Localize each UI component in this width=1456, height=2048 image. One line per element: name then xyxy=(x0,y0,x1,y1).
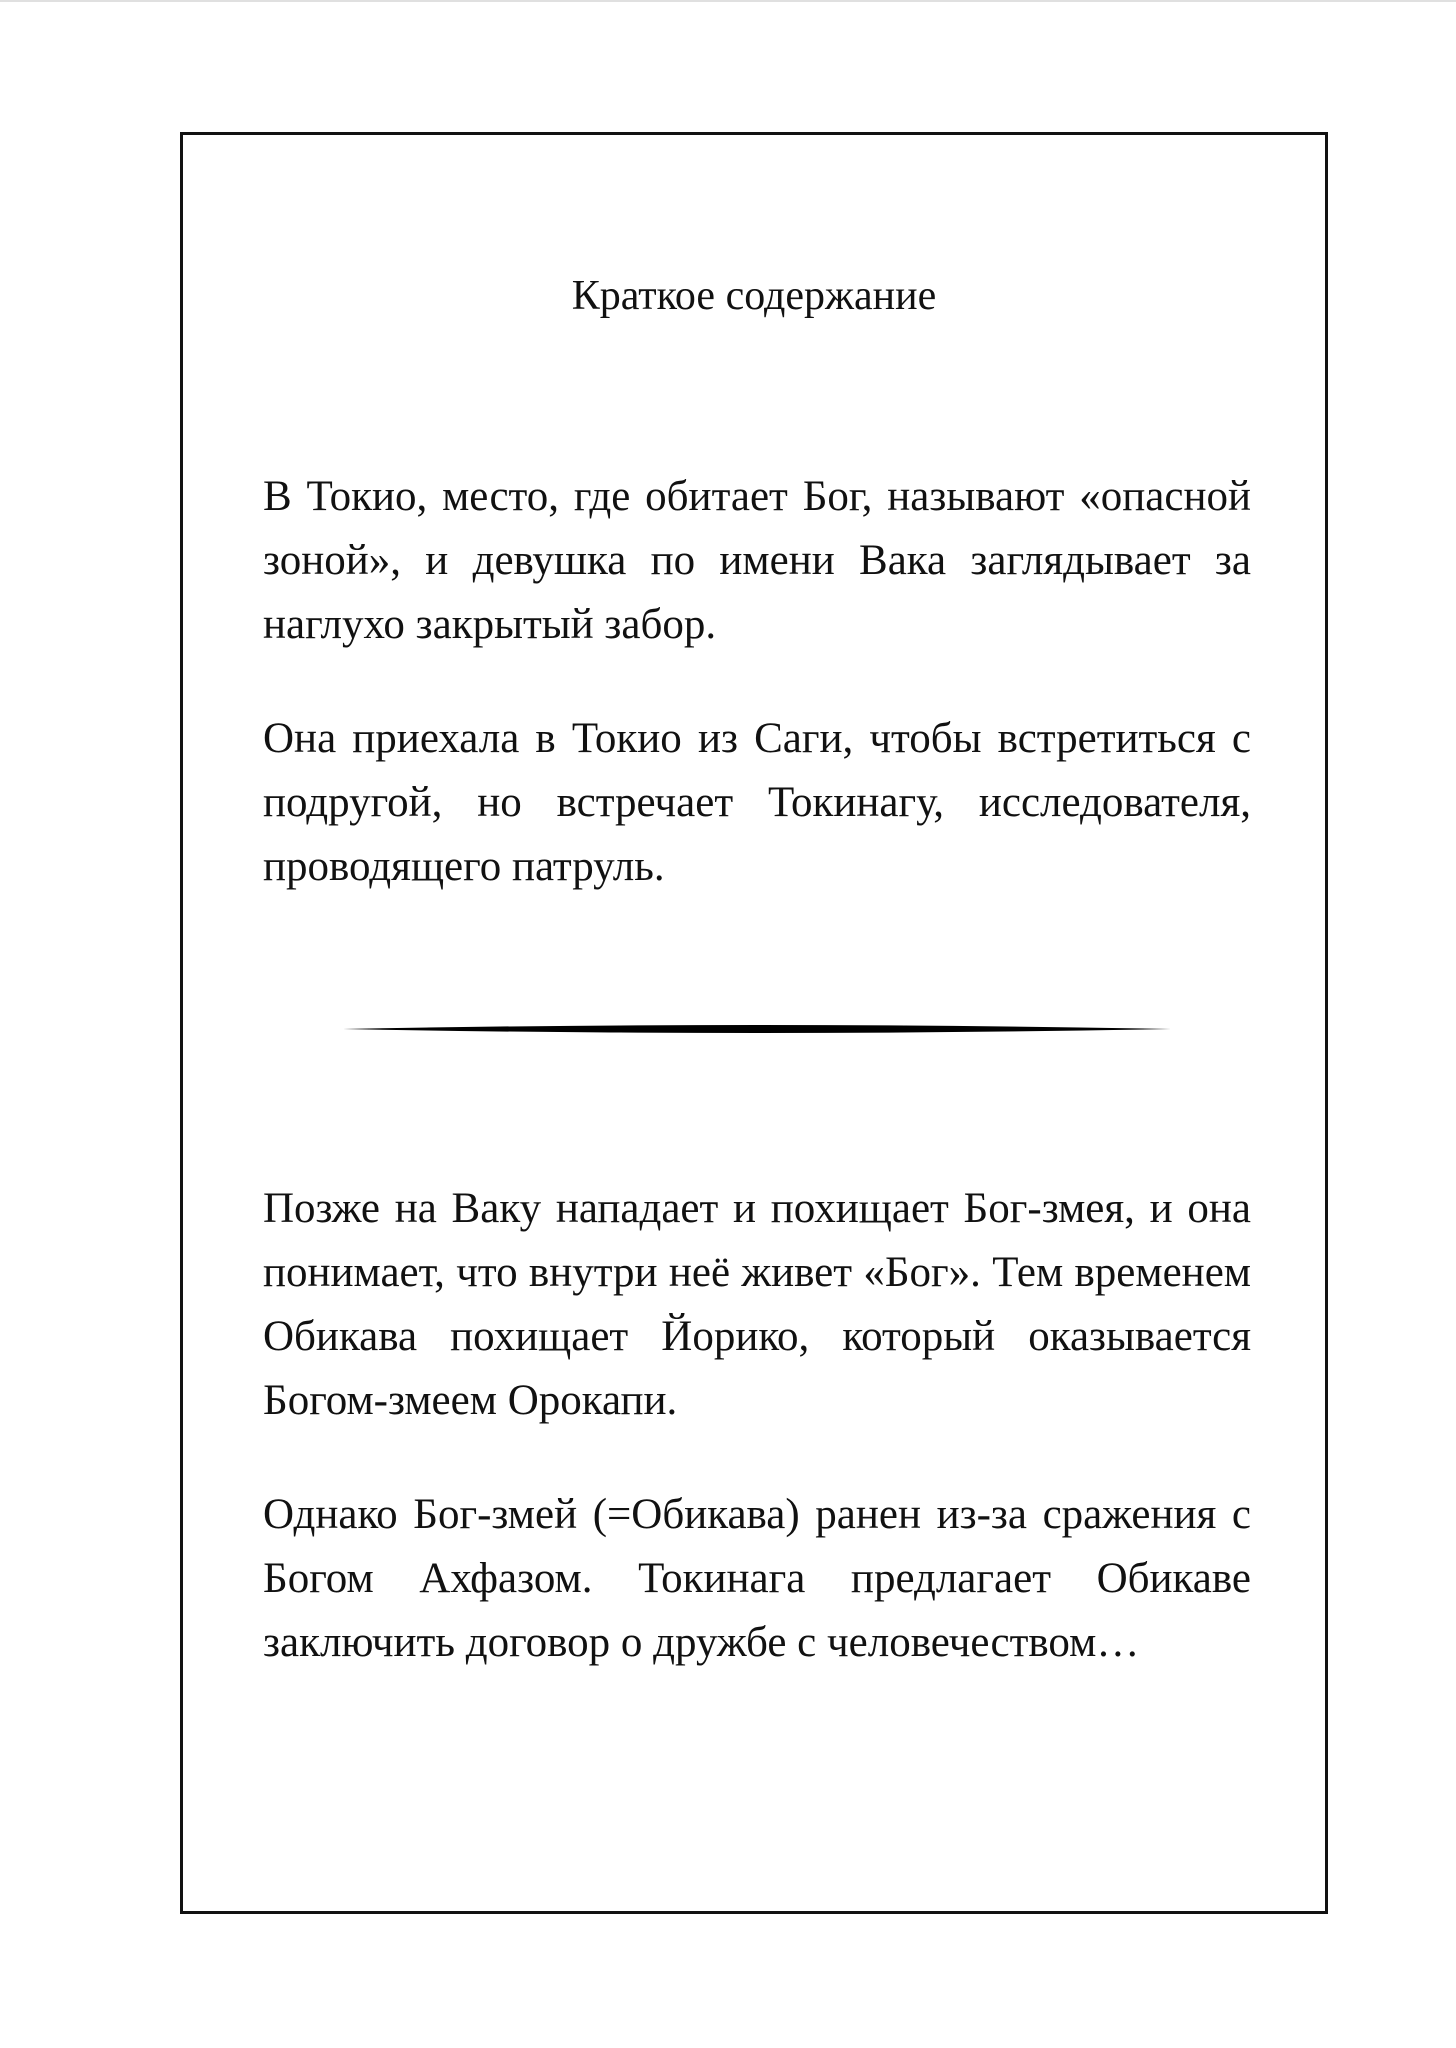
page-frame xyxy=(180,132,1328,1914)
summary-paragraph: Однако Бог-змей (=Обикава) ранен из-за сражения с Богом Ахфазом. Токинага предлагает Обикаве заключить договор о дружбе с человечеством… xyxy=(263,1491,1251,1666)
summary-paragraph: Она приехала в Токио из Саги, чтобы встретиться с подругой, но встречает Токинагу, исследователя, проводящего патруль. xyxy=(263,715,1251,890)
summary-paragraph: В Токио, место, где обитает Бог, называют «опасной зоной», и девушка по имени Вака заглядывает за наглухо закрытый забор. xyxy=(263,473,1251,648)
summary-section-2 xyxy=(263,1177,1251,1725)
summary-paragraph: Позже на Ваку нападает и похищает Бог-змея, и она понимает, что внутри неё живет «Бог». Тем временем Обикава похищает Йорико, который оказывается Богом-змеем Орокапи. xyxy=(263,1185,1251,1424)
ornamental-divider xyxy=(343,1019,1171,1039)
top-edge-line xyxy=(0,0,1456,2)
page-title: Краткое содержание xyxy=(571,273,937,319)
summary-section-1 xyxy=(263,465,1251,949)
